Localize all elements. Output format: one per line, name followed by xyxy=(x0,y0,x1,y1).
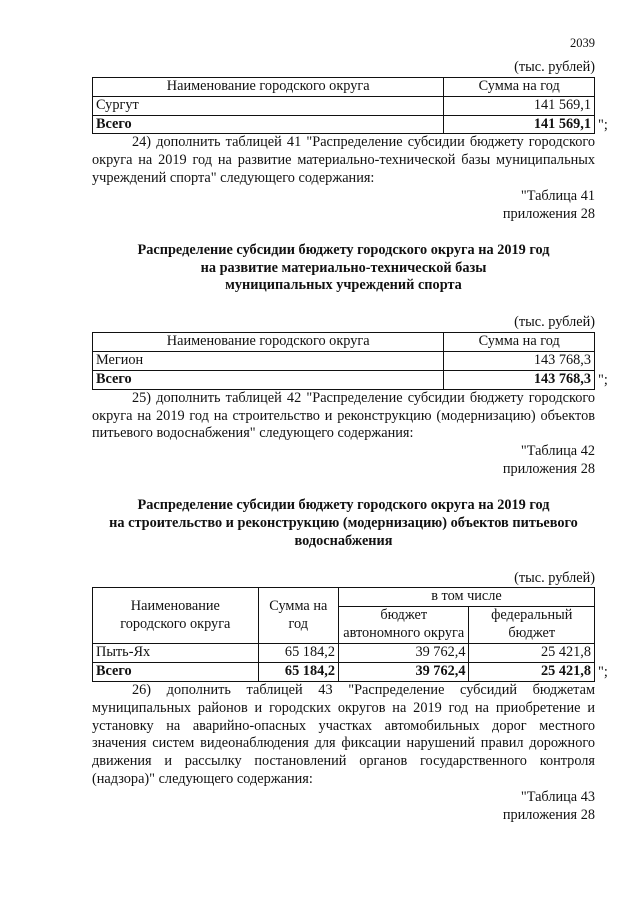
unit-label: (тыс. рублей) xyxy=(514,59,595,75)
heading-line: на развитие материально-технической базы xyxy=(200,259,487,276)
row-name: Сургут xyxy=(93,96,444,115)
table-reference-42-line2: приложения 28 xyxy=(502,461,595,478)
row-autonomous: 39 762,4 xyxy=(338,644,469,663)
table-reference-42-line1: "Таблица 42 xyxy=(520,443,595,460)
unit-label: (тыс. рублей) xyxy=(514,314,595,331)
table-row xyxy=(93,644,595,663)
total-federal: 25 421,8 xyxy=(469,662,595,681)
total-label: Всего xyxy=(93,115,444,134)
document-page xyxy=(92,0,608,825)
col-header-sum: Сумма на год xyxy=(444,333,595,352)
row-name: Мегион xyxy=(93,352,444,371)
row-name: Пыть-Ях xyxy=(93,644,259,663)
col-header-group: в том числе xyxy=(338,588,594,607)
heading-42 xyxy=(92,497,595,551)
heading-line: водоснабжения xyxy=(294,532,393,549)
col-header-name: Наименование городского округа xyxy=(93,333,444,352)
table-reference-43-line1: "Таблица 43 xyxy=(520,788,595,805)
table-reference-41-line2: приложения 28 xyxy=(502,205,595,222)
row-sum: 65 184,2 xyxy=(258,644,338,663)
paragraph-26: 26) дополнить таблицей 43 "Распределение субсидий бюджетам муниципальных районов и городских округов на 2019 год на приобретение и установку на аварийно-опасных участках автомобильных дорог местного значения систем видеонаблюдения для фиксации нарушений правил дорожного движения и рассылку постановлений органов государственного контроля (надзора)" следующего содержания: xyxy=(92,681,595,788)
table-reference-41-line1: "Таблица 41 xyxy=(520,188,595,205)
paragraph-25: 25) дополнить таблицей 42 "Распределение субсидии бюджету городского округа на 2019 год на строительство и реконструкцию (модернизацию) объектов питьевого водоснабжения" следующего содержания: xyxy=(92,389,595,442)
col-header-name: Наименование городского округа xyxy=(93,588,259,644)
col-header-sum: Сумма на год xyxy=(444,77,595,96)
row-sum: 143 768,3 xyxy=(444,352,595,371)
page-number: 2039 xyxy=(570,36,595,50)
col-header-autonomous: бюджет автономного округа xyxy=(338,607,469,644)
row-sum: 141 569,1 xyxy=(444,96,595,115)
total-sum: 143 768,3 xyxy=(444,370,595,389)
heading-line: Распределение субсидии бюджету городского округа на 2019 год xyxy=(137,241,550,258)
total-sum: 65 184,2 xyxy=(258,662,338,681)
total-label: Всего xyxy=(93,662,259,681)
col-header-federal: федеральный бюджет xyxy=(469,607,595,644)
table-41 xyxy=(92,332,608,390)
heading-41 xyxy=(92,242,595,296)
col-header-sum: Сумма на год xyxy=(258,588,338,644)
table-40 xyxy=(92,77,608,135)
table-row xyxy=(93,96,595,115)
table-reference-43-line2: приложения 28 xyxy=(502,806,595,823)
table-total-row xyxy=(93,370,595,389)
heading-line: муниципальных учреждений спорта xyxy=(225,277,462,294)
total-sum: 141 569,1 xyxy=(444,115,595,134)
heading-line: на строительство и реконструкцию (модернизацию) объектов питьевого xyxy=(109,514,578,531)
table-total-row xyxy=(93,115,595,134)
paragraph-24: 24) дополнить таблицей 41 "Распределение субсидии бюджету городского округа на 2019 год на развитие материально-технической базы муниципальных учреждений спорта" следующего содержания: xyxy=(92,134,595,187)
table-closing-quote: "; xyxy=(598,116,608,133)
table-total-row xyxy=(93,662,595,681)
table-42 xyxy=(92,587,608,681)
total-autonomous: 39 762,4 xyxy=(338,662,469,681)
heading-line: Распределение субсидии бюджету городского округа на 2019 год xyxy=(137,497,550,514)
table-closing-quote: "; xyxy=(598,371,608,388)
row-federal: 25 421,8 xyxy=(469,644,595,663)
total-label: Всего xyxy=(93,370,444,389)
col-header-name: Наименование городского округа xyxy=(93,77,444,96)
unit-label: (тыс. рублей) xyxy=(514,569,595,586)
table-row xyxy=(93,352,595,371)
table-closing-quote: "; xyxy=(598,663,608,680)
